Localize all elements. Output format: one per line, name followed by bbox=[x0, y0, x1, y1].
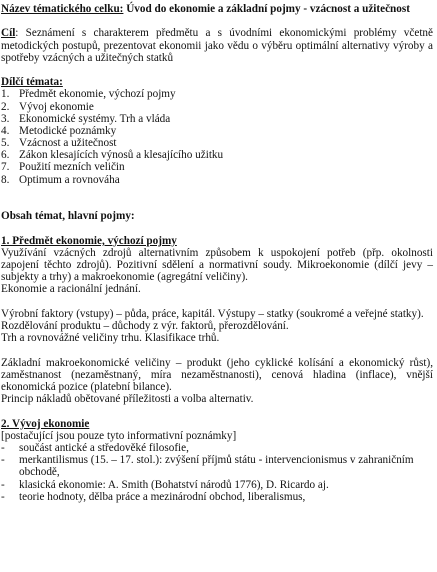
goal-label: Cíl bbox=[1, 27, 16, 40]
section-1-heading: 1. Předmět ekonomie, výchozí pojmy bbox=[1, 234, 177, 247]
subtopics-list bbox=[1, 88, 433, 186]
section-1-paragraph-1b: Ekonomie a racionální jednání. bbox=[1, 283, 141, 296]
section-1-body bbox=[1, 247, 433, 406]
section-2-heading: 2. Vývoj ekonomie bbox=[1, 417, 90, 430]
section-1-paragraph-3b: Princip nákladů obětované příležitosti a volba alternativ. bbox=[1, 393, 254, 406]
list-item: 8. Optimum a rovnováha bbox=[1, 173, 120, 186]
document-heading bbox=[1, 3, 433, 15]
section-1-paragraph-3: Základní makroekonomické veličiny – produkt (jeho cyklické kolísání a ekonomický růst), zaměstnanost (nezaměstnaný, míra nezaměstnanosti), cenová hladina (inflace), vnější ekonomická pozice (platební bilance). bbox=[1, 356, 433, 393]
heading-label: Název tématického celku: bbox=[1, 3, 124, 15]
subtopics-heading: Dílčí témata: bbox=[1, 76, 63, 89]
goal-paragraph bbox=[1, 27, 433, 64]
section-1-paragraph-2c: Trh a rovnovážné veličiny trhu. Klasifikace trhů. bbox=[1, 332, 220, 345]
list-item: - merkantilismus (15. – 17. stol.): zvýšení příjmů státu - intervencionismus v zahraničním obchodě, bbox=[1, 454, 414, 479]
list-item: 3. Ekonomické systémy. Trh a vláda bbox=[1, 112, 171, 125]
goal-text: : Seznámení s charakterem předmětu a s úvodními ekonomickými problémy včetně metodických postupů, prezentovat ekonomii jako vědu o výběru optimální alternativy výroby a spotřeby vzácných a užitečných statků bbox=[1, 27, 433, 64]
list-item: 1. Předmět ekonomie, výchozí pojmy bbox=[1, 88, 176, 101]
heading-title: Úvod do ekonomie a základní pojmy - vzácnost a užitečnost bbox=[123, 3, 410, 15]
list-item: 5. Vzácnost a užitečnost bbox=[1, 137, 117, 150]
list-item: - teorie hodnoty, dělba práce a mezinárodní obchod, liberalismus, bbox=[1, 490, 306, 503]
content-heading: Obsah témat, hlavní pojmy: bbox=[1, 210, 135, 223]
list-item: - klasická ekonomie: A. Smith (Bohatství národů 1776), D. Ricardo aj. bbox=[1, 478, 329, 491]
list-item: - součást antické a středověké filosofie, bbox=[1, 441, 189, 454]
list-item: 6. Zákon klesajících výnosů a klesajícího užitku bbox=[1, 149, 224, 162]
section-1-paragraph-1: Využívání vzácných zdrojů alternativním způsobem k uspokojení potřeb (přp. okolnosti zapojení těchto zdrojů). Pozitivní sdělení a normativní soudy. Mikroekonomie (dílčí jevy – subjekty a trhy) a makroekonomie (agregátní veličiny). bbox=[1, 246, 433, 284]
section-2-list bbox=[1, 442, 433, 503]
document-page bbox=[1, 3, 433, 503]
section-1-paragraph-2b: Rozdělování produktu – důchody z výr. faktorů, přerozdělování. bbox=[1, 320, 289, 332]
list-item: 7. Použití mezních veličin bbox=[1, 161, 125, 174]
section-1-paragraph-2: Výrobní faktory (vstupy) – půda, práce, kapitál. Výstupy – statky (soukromé a veřejné statky). bbox=[1, 307, 424, 320]
list-item: 4. Metodické poznámky bbox=[1, 124, 117, 137]
section-2-note: [postačující jsou pouze tyto informativní poznámky] bbox=[1, 429, 237, 442]
list-item: 2. Vývoj ekonomie bbox=[1, 100, 94, 113]
